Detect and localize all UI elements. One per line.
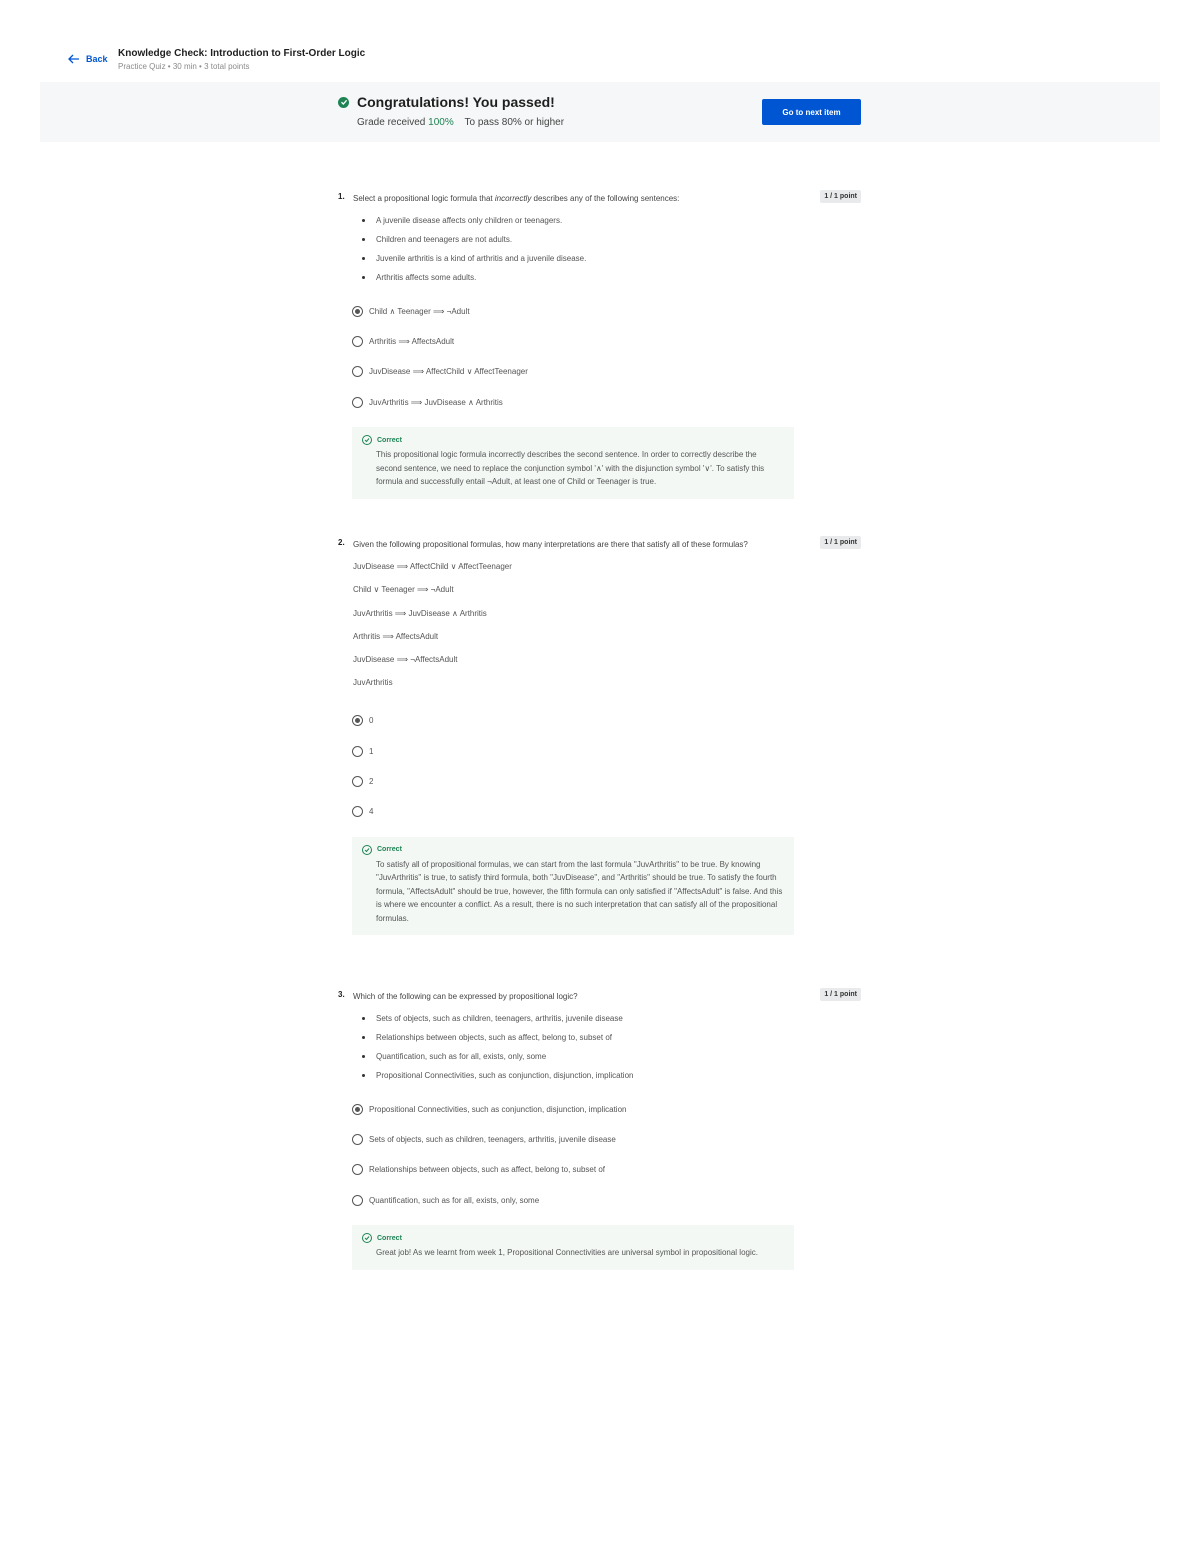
formula: JuvDisease ⟹ ¬AffectsAdult bbox=[353, 655, 458, 665]
radio[interactable] bbox=[352, 806, 363, 817]
question-text: Which of the following can be expressed by propositional logic? bbox=[353, 992, 578, 1001]
radio-selected[interactable] bbox=[352, 1104, 363, 1115]
radio[interactable] bbox=[352, 366, 363, 377]
question-3 bbox=[338, 990, 863, 1270]
title-block bbox=[118, 48, 365, 71]
radio[interactable] bbox=[352, 746, 363, 757]
question-bullets bbox=[362, 1012, 863, 1088]
question-number: 1. bbox=[338, 192, 345, 201]
answer-option[interactable]: 1 bbox=[352, 736, 863, 766]
radio-selected[interactable] bbox=[352, 715, 363, 726]
list-item: Arthritis affects some adults. bbox=[362, 271, 863, 290]
formula: JuvDisease ⟹ AffectChild ∨ AffectTeenager bbox=[353, 562, 512, 571]
answer-options bbox=[352, 706, 863, 827]
quiz-header bbox=[68, 48, 668, 74]
correct-check-icon bbox=[362, 845, 372, 855]
feedback-text: This propositional logic formula incorrectly describes the second sentence. In order to correctly describe the second sentence, we need to replace the conjunction symbol '∧' with the disjunction symbol '∨'. To satisfy this formula and successfully entail ¬Adult, at least one of Child or Teenager is true. bbox=[376, 450, 765, 487]
correct-check-icon bbox=[362, 435, 372, 445]
question-bullets bbox=[362, 214, 863, 290]
question-number: 3. bbox=[338, 990, 345, 999]
grade-value: 100% bbox=[428, 117, 454, 128]
feedback-box bbox=[352, 427, 794, 499]
answer-option[interactable]: Sets of objects, such as children, teenagers, arthritis, juvenile disease bbox=[352, 1124, 863, 1154]
feedback-label: Correct bbox=[377, 846, 402, 854]
radio[interactable] bbox=[352, 1134, 363, 1145]
list-item: Juvenile arthritis is a kind of arthritis and a juvenile disease. bbox=[362, 252, 863, 271]
answer-option[interactable]: 0 bbox=[352, 706, 863, 736]
question-text: Given the following propositional formulas, how many interpretations are there that satisfy all of these formulas? bbox=[353, 540, 748, 549]
formula: JuvArthritis ⟹ JuvDisease ∧ Arthritis bbox=[353, 608, 487, 618]
feedback-label: Correct bbox=[377, 436, 402, 444]
answer-option[interactable]: JuvDisease ⟹ AffectChild ∨ AffectTeenager bbox=[352, 357, 863, 387]
radio[interactable] bbox=[352, 397, 363, 408]
feedback-text: Great job! As we learnt from week 1, Propositional Connectivities are universal symbol in propositional logic. bbox=[376, 1248, 758, 1258]
formula: JuvArthritis bbox=[353, 678, 393, 688]
grade-line bbox=[357, 117, 564, 128]
answer-option[interactable]: Relationships between objects, such as affect, belong to, subset of bbox=[352, 1155, 863, 1185]
quiz-subtitle: Practice Quiz • 30 min • 3 total points bbox=[118, 62, 250, 71]
radio[interactable] bbox=[352, 776, 363, 787]
answer-option[interactable]: Arthritis ⟹ AffectsAdult bbox=[352, 326, 863, 356]
answer-option[interactable]: Propositional Connectivities, such as conjunction, disjunction, implication bbox=[352, 1094, 863, 1124]
result-banner bbox=[40, 82, 1160, 142]
radio-selected[interactable] bbox=[352, 306, 363, 317]
go-to-next-item-button[interactable]: Go to next item bbox=[762, 99, 861, 125]
congrats-text: Congratulations! You passed! bbox=[357, 94, 555, 110]
grade-label: Grade received bbox=[357, 117, 426, 128]
points-badge: 1 / 1 point bbox=[820, 536, 861, 549]
list-item: Sets of objects, such as children, teenagers, arthritis, juvenile disease bbox=[362, 1012, 863, 1031]
formula: Arthritis ⟹ AffectsAdult bbox=[353, 631, 439, 641]
list-item: Relationships between objects, such as affect, belong to, subset of bbox=[362, 1031, 863, 1050]
feedback-box bbox=[352, 1225, 794, 1270]
answer-option[interactable]: 4 bbox=[352, 797, 863, 827]
list-item: A juvenile disease affects only children or teenagers. bbox=[362, 214, 863, 233]
radio[interactable] bbox=[352, 336, 363, 347]
feedback-box bbox=[352, 837, 794, 936]
pass-requirement: To pass 80% or higher bbox=[464, 117, 565, 128]
correct-check-icon bbox=[362, 1233, 372, 1243]
question-2 bbox=[338, 538, 863, 935]
answer-option[interactable]: Child ∧ Teenager ⟹ ¬Adult bbox=[352, 296, 863, 326]
points-badge: 1 / 1 point bbox=[820, 988, 861, 1001]
formula-list bbox=[353, 560, 863, 700]
feedback-label: Correct bbox=[377, 1234, 402, 1242]
answer-option[interactable]: JuvArthritis ⟹ JuvDisease ∧ Arthritis bbox=[352, 387, 863, 417]
list-item: Propositional Connectivities, such as conjunction, disjunction, implication bbox=[362, 1069, 863, 1088]
question-1 bbox=[338, 192, 863, 499]
answer-option[interactable]: Quantification, such as for all, exists, only, some bbox=[352, 1185, 863, 1215]
answer-option[interactable]: 2 bbox=[352, 766, 863, 796]
arrow-left-icon bbox=[68, 54, 80, 64]
formula: Child ∨ Teenager ⟹ ¬Adult bbox=[353, 585, 454, 595]
quiz-title: Knowledge Check: Introduction to First-Order Logic bbox=[118, 48, 366, 59]
answer-options bbox=[352, 296, 863, 417]
question-text: Select a propositional logic formula that incorrectly describes any of the following sentences: bbox=[353, 194, 680, 203]
back-link[interactable] bbox=[68, 54, 108, 64]
feedback-text: To satisfy all of propositional formulas, we can start from the last formula "JuvArthritis" to be true. By knowing "JuvArthritis" is true, to satisfy third formula, both "JuvDisease", and "Arthritis" should be true. To satisfy the fourth formula, "AffectsAdult" should be true, however, the fifth formula can only satisfied if "AffectsAdult" is false. And this is where we encounter a conflict. As a result, there is no such interpretation that can satisfy all of the propositional formulas. bbox=[376, 859, 783, 923]
back-label: Back bbox=[86, 54, 108, 64]
answer-options bbox=[352, 1094, 863, 1215]
passed-check-icon bbox=[338, 97, 349, 108]
list-item: Quantification, such as for all, exists, only, some bbox=[362, 1050, 863, 1069]
radio[interactable] bbox=[352, 1164, 363, 1175]
list-item: Children and teenagers are not adults. bbox=[362, 233, 863, 252]
points-badge: 1 / 1 point bbox=[820, 190, 861, 203]
question-number: 2. bbox=[338, 538, 345, 547]
radio[interactable] bbox=[352, 1195, 363, 1206]
